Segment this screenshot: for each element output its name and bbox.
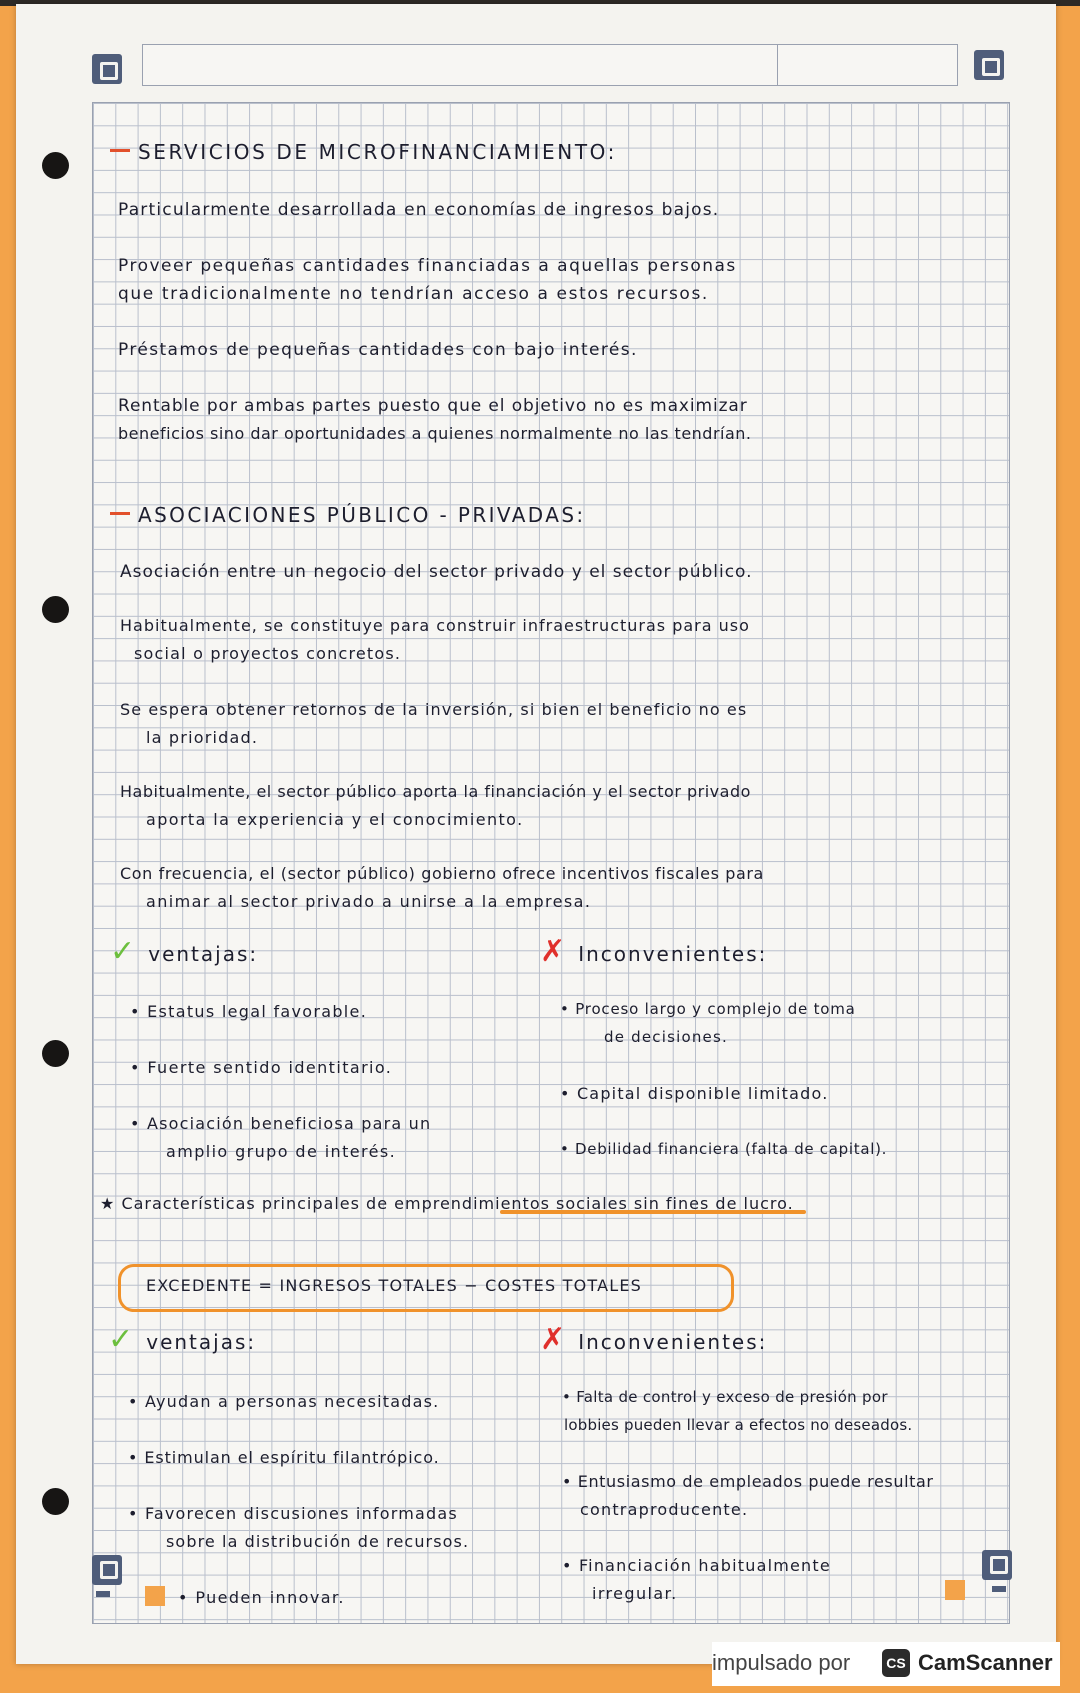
- formula-text: EXCEDENTE = INGRESOS TOTALES − COSTES TOTALES: [146, 1276, 643, 1295]
- social-inconveniente-3: • Financiación habitualmente: [562, 1556, 831, 1575]
- app-line-3: social o proyectos concretos.: [134, 644, 402, 663]
- app-ventaja-2: • Fuerte sentido identitario.: [130, 1058, 393, 1077]
- social-inconveniente-1: • Falta de control y exceso de presión por: [562, 1388, 888, 1406]
- heading-microfinance: SERVICIOS DE MICROFINANCIAMIENTO:: [110, 140, 617, 164]
- cross-icon: ✗: [540, 1322, 566, 1357]
- app-line-1: Asociación entre un negocio del sector privado y el sector público.: [120, 562, 753, 582]
- micro-line-1: Particularmente desarrollada en economías de ingresos bajos.: [118, 200, 720, 220]
- social-inconveniente-3b: irregular.: [592, 1584, 678, 1603]
- star-icon: ★: [100, 1194, 116, 1213]
- social-inconveniente-2: • Entusiasmo de empleados puede resultar: [562, 1472, 934, 1491]
- punch-hole-3: [42, 1040, 69, 1067]
- app-ventajas-header: ✓ ventajas:: [110, 934, 259, 969]
- social-star-line: ★ Características principales de emprendimientos sociales sin fines de lucro.: [100, 1194, 794, 1213]
- social-inconvenientes-header: ✗ Inconvenientes:: [540, 1322, 768, 1357]
- camscanner-brand: CamScanner: [918, 1650, 1053, 1675]
- micro-line-5: Rentable por ambas partes puesto que el objetivo no es maximizar: [118, 396, 748, 416]
- social-ventaja-4: • Pueden innovar.: [178, 1588, 345, 1607]
- social-ventaja-3: • Favorecen discusiones informadas: [128, 1504, 458, 1523]
- heading-dash: [110, 149, 130, 152]
- corner-marker-bottom-right: [982, 1550, 1012, 1580]
- app-line-8: Con frecuencia, el (sector público) gobierno ofrece incentivos fiscales para: [120, 864, 764, 883]
- punch-hole-2: [42, 596, 69, 623]
- app-line-9: animar al sector privado a unirse a la empresa.: [146, 892, 592, 911]
- app-line-6: Habitualmente, el sector público aporta la financiación y el sector privado: [120, 782, 751, 801]
- heading-public-private: ASOCIACIONES PÚBLICO - PRIVADAS:: [110, 503, 586, 527]
- corner-marker-bottom-left: [92, 1555, 122, 1585]
- social-ventaja-2: • Estimulan el espíritu filantrópico.: [128, 1448, 440, 1467]
- app-inconveniente-1b: de decisiones.: [604, 1028, 728, 1046]
- micro-line-4: Préstamos de pequeñas cantidades con bajo interés.: [118, 340, 638, 360]
- punch-hole-1: [42, 152, 69, 179]
- social-ventajas-header: ✓ ventajas:: [108, 1322, 257, 1357]
- corner-marker-top-right: [974, 50, 1004, 80]
- micro-line-2: Proveer pequeñas cantidades financiadas a aquellas personas: [118, 256, 737, 276]
- social-ventaja-3b: sobre la distribución de recursos.: [166, 1532, 470, 1551]
- page-header-box: [142, 44, 958, 86]
- heading-dash: [110, 512, 130, 515]
- micro-line-3: que tradicionalmente no tendrían acceso a estos recursos.: [118, 284, 709, 304]
- corner-marker-top-left: [92, 54, 122, 84]
- cross-icon: ✗: [540, 934, 566, 969]
- micro-line-6: beneficios sino dar oportunidades a quienes normalmente no las tendrían.: [118, 424, 752, 443]
- powered-by-text: impulsado por: [712, 1650, 851, 1675]
- social-inconveniente-2b: contraproducente.: [580, 1500, 749, 1519]
- app-line-5: la prioridad.: [146, 728, 259, 747]
- check-icon: ✓: [110, 934, 136, 969]
- orange-square-left: [145, 1586, 165, 1606]
- app-line-2: Habitualmente, se constituye para construir infraestructuras para uso: [120, 616, 750, 635]
- app-ventaja-3b: amplio grupo de interés.: [166, 1142, 397, 1161]
- punch-hole-4: [42, 1488, 69, 1515]
- app-inconveniente-2: • Capital disponible limitado.: [560, 1084, 829, 1103]
- check-icon: ✓: [108, 1322, 134, 1357]
- app-line-4: Se espera obtener retornos de la inversión, si bien el beneficio no es: [120, 700, 748, 719]
- orange-square-right: [945, 1580, 965, 1600]
- social-ventaja-1: • Ayudan a personas necesitadas.: [128, 1392, 440, 1411]
- app-inconveniente-1: • Proceso largo y complejo de toma: [560, 1000, 856, 1018]
- app-ventaja-3: • Asociación beneficiosa para un: [130, 1114, 432, 1133]
- app-inconveniente-3: • Debilidad financiera (falta de capital).: [560, 1140, 888, 1158]
- camscanner-footer: [712, 1642, 1060, 1686]
- social-inconveniente-1b: lobbies pueden llevar a efectos no deseados.: [564, 1416, 913, 1434]
- app-ventaja-1: • Estatus legal favorable.: [130, 1002, 368, 1021]
- camscanner-logo-icon: CS: [882, 1649, 910, 1677]
- app-line-7: aporta la experiencia y el conocimiento.: [146, 810, 524, 829]
- app-inconvenientes-header: ✗ Inconvenientes:: [540, 934, 768, 969]
